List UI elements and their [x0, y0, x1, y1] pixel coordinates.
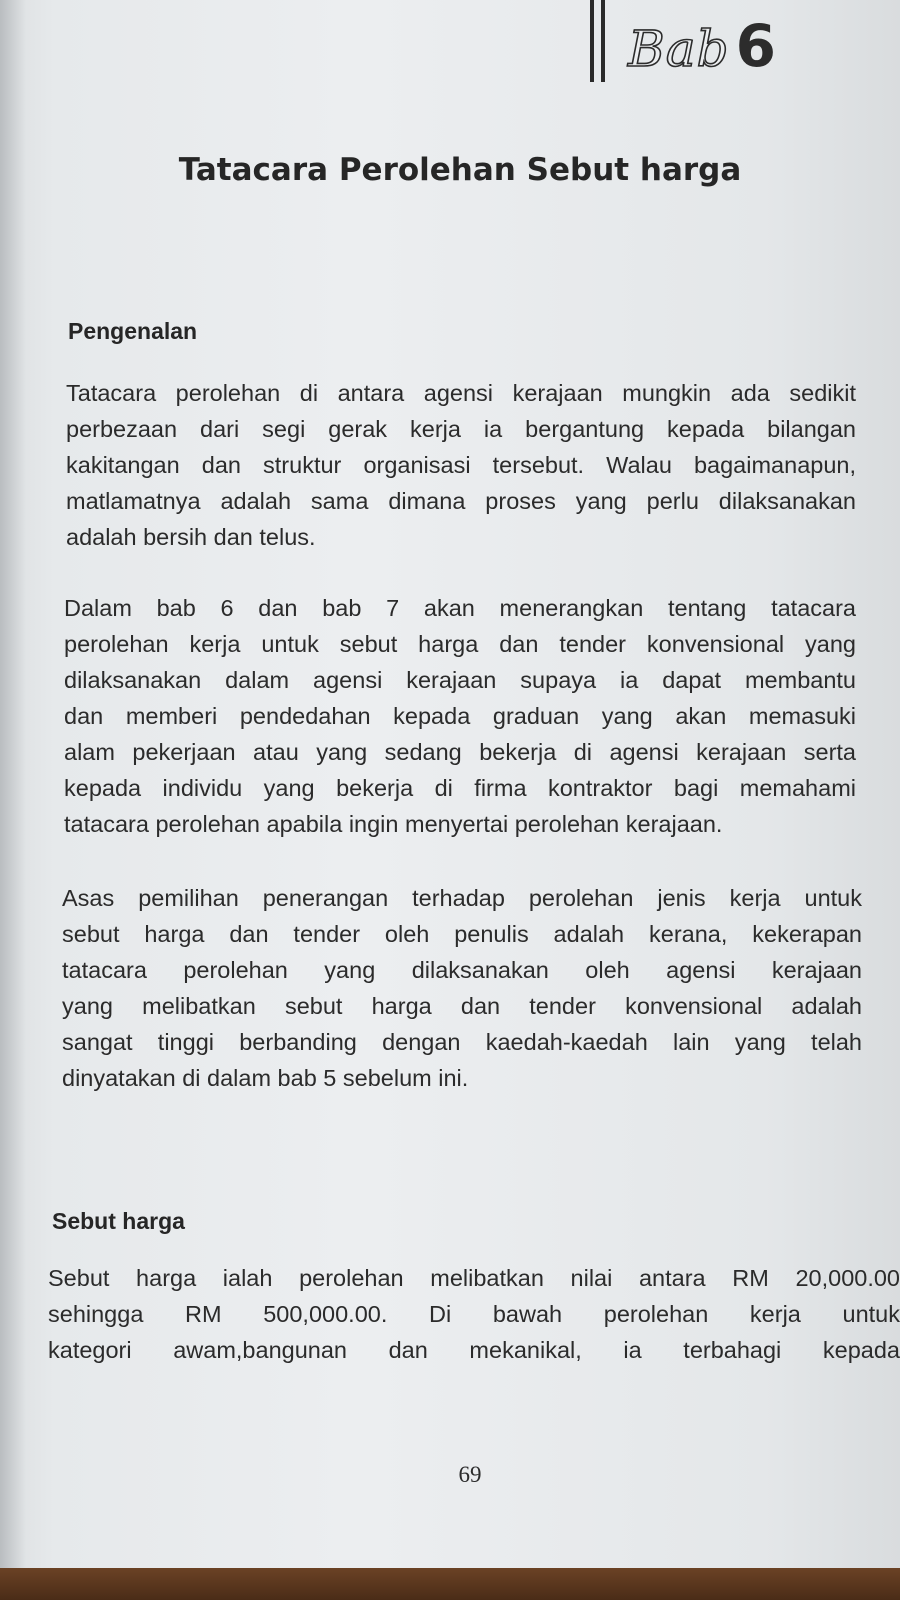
paragraph-line: Asas pemilihan penerangan terhadap perolehan jenis kerja untuk	[62, 885, 862, 911]
paragraph-line: kategori awam,bangunan dan mekanikal, ia terbahagi kepada	[48, 1337, 900, 1363]
paragraph-line: tatacara perolehan apabila ingin menyertai perolehan kerajaan.	[64, 811, 723, 837]
paragraph-line: matlamatnya adalah sama dimana proses yang perlu dilaksanakan	[66, 488, 856, 514]
chapter-word: Bab	[628, 20, 730, 78]
paragraph-line: yang melibatkan sebut harga dan tender konvensional adalah	[62, 993, 862, 1019]
paragraph-line: tatacara perolehan yang dilaksanakan oleh agensi kerajaan	[62, 957, 862, 983]
paragraph-line: adalah bersih dan telus.	[66, 524, 316, 550]
paragraph-line: sehingga RM 500,000.00. Di bawah perolehan kerja untuk	[48, 1301, 900, 1327]
paragraph-line: sangat tinggi berbanding dengan kaedah-kaedah lain yang telah	[62, 1029, 862, 1055]
paragraph-line: kakitangan dan struktur organisasi tersebut. Walau bagaimanapun,	[66, 452, 856, 478]
paragraph-line: sebut harga dan tender oleh penulis adalah kerana, kekerapan	[62, 921, 862, 947]
page-number: 69	[458, 1462, 482, 1487]
chapter-number: 6	[735, 12, 776, 80]
paragraph-4	[48, 1260, 900, 1368]
section-heading-sebut-harga: Sebut harga	[52, 1208, 185, 1234]
paragraph-line: dinyatakan di dalam bab 5 sebelum ini.	[62, 1065, 469, 1091]
chapter-title: Tatacara Perolehan Sebut harga	[178, 152, 742, 188]
paragraph-line: kepada individu yang bekerja di firma kontraktor bagi memahami	[64, 775, 856, 801]
paragraph-line: dilaksanakan dalam agensi kerajaan supaya ia dapat membantu	[64, 667, 856, 693]
chapter-rule-right	[601, 0, 605, 82]
paragraph-line: perbezaan dari segi gerak kerja ia bergantung kepada bilangan	[66, 416, 856, 442]
paragraph-line: Dalam bab 6 dan bab 7 akan menerangkan tentang tatacara	[64, 595, 856, 621]
paragraph-2	[64, 590, 856, 842]
chapter-rule-left	[590, 0, 594, 82]
paragraph-line: Sebut harga ialah perolehan melibatkan nilai antara RM 20,000.00	[48, 1265, 900, 1291]
chapter-label	[628, 12, 888, 82]
paragraph-line: dan memberi pendedahan kepada graduan yang akan memasuki	[64, 703, 856, 729]
paragraph-1	[66, 375, 856, 555]
table-surface	[0, 1568, 900, 1600]
paragraph-line: Tatacara perolehan di antara agensi kerajaan mungkin ada sedikit	[66, 380, 856, 406]
paragraph-line: alam pekerjaan atau yang sedang bekerja di agensi kerajaan serta	[64, 739, 856, 765]
paragraph-3	[62, 880, 862, 1096]
paragraph-line: perolehan kerja untuk sebut harga dan tender konvensional yang	[64, 631, 856, 657]
section-heading-pengenalan: Pengenalan	[68, 318, 198, 344]
chapter-rule-lines	[590, 0, 608, 82]
